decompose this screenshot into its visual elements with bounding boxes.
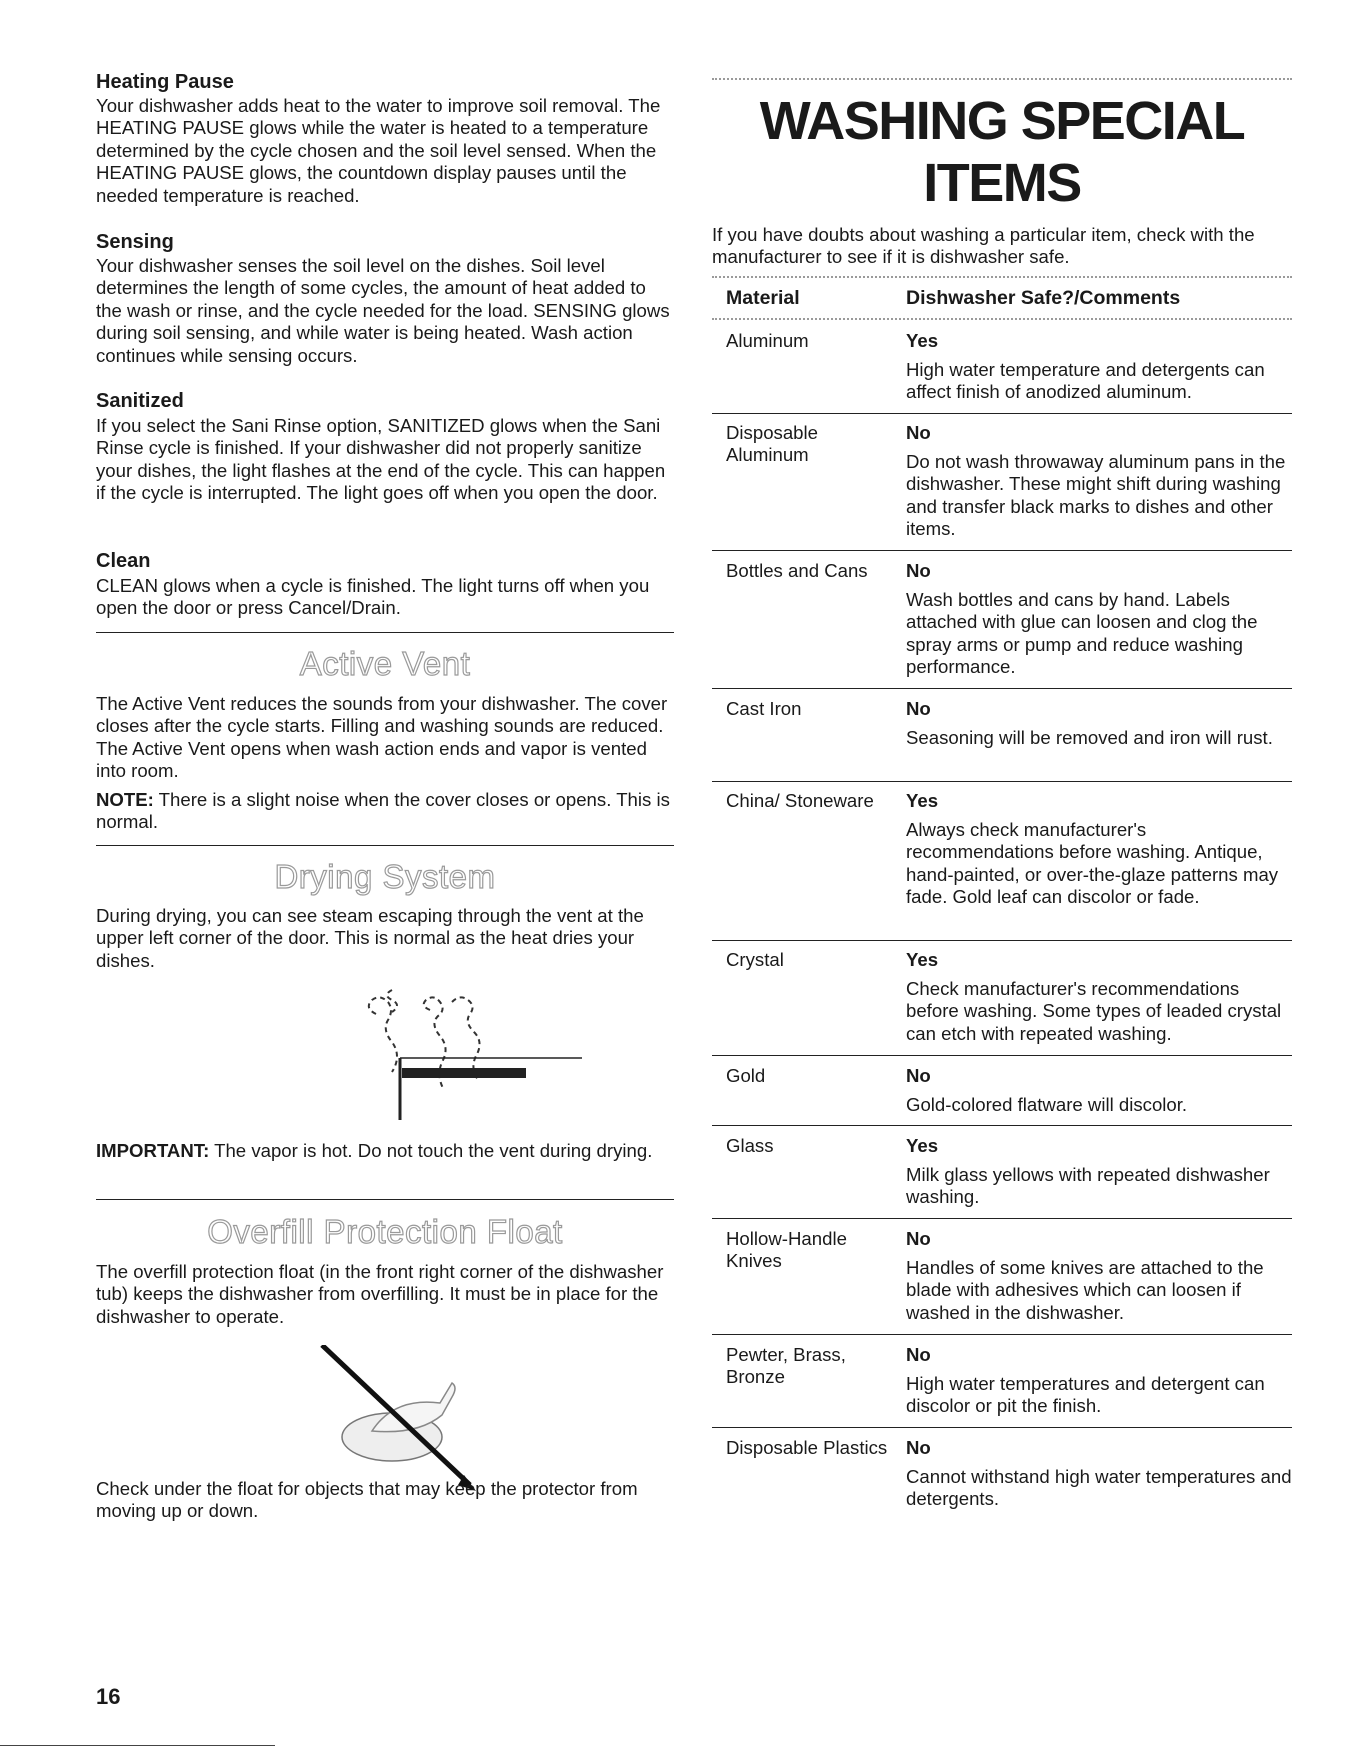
- overfill-float-body: The overfill protection float (in the front right corner of the dishwasher tub) keeps the dishwasher from overfilling. It must be in place for the dishwasher to operate.: [96, 1261, 664, 1327]
- important-label: IMPORTANT:: [96, 1140, 210, 1161]
- float-illustration: [310, 1345, 510, 1495]
- row-divider: [712, 1055, 1292, 1056]
- comment-cell: Seasoning will be removed and iron will rust.: [906, 727, 1273, 748]
- safe-cell: No: [906, 560, 931, 581]
- material-cell: Aluminum: [726, 330, 809, 351]
- section-divider: [96, 632, 674, 633]
- row-divider: [712, 1125, 1292, 1126]
- comment-cell: High water temperatures and detergent can discolor or pit the finish.: [906, 1373, 1265, 1417]
- comment-cell: Milk glass yellows with repeated dishwasher washing.: [906, 1164, 1270, 1208]
- safe-cell: No: [906, 1228, 931, 1249]
- comment-cell: Gold-colored flatware will discolor.: [906, 1094, 1188, 1115]
- comment-cell: Wash bottles and cans by hand. Labels attached with glue can loosen and clog the spray arms or pump and reduce washing performance.: [906, 589, 1258, 678]
- sensing-heading: Sensing: [96, 231, 174, 253]
- clean-body: CLEAN glows when a cycle is finished. The light turns off when you open the door or press Cancel/Drain.: [96, 575, 650, 619]
- drying-system-body: During drying, you can see steam escaping through the vent at the upper left corner of the door. This is normal as the heat dries your dishes.: [96, 905, 644, 971]
- note-label: NOTE:: [96, 789, 154, 810]
- material-cell: Hollow-Handle Knives: [726, 1228, 847, 1272]
- row-divider: [712, 1218, 1292, 1219]
- comment-cell: Check manufacturer's recommendations before washing. Some types of leaded crystal can etch with repeated washing.: [906, 978, 1282, 1044]
- sanitized-body: If you select the Sani Rinse option, SANITIZED glows when the Sani Rinse cycle is finished. If your dishwasher did not properly sanitize your dishes, the light flashes at the end of the cycle. This can happen if the cycle is interrupted. The light goes off when you open the door.: [96, 415, 666, 504]
- drying-important: [96, 1140, 674, 1162]
- table-header-material: Material: [726, 287, 800, 309]
- important-text: The vapor is hot. Do not touch the vent during drying.: [209, 1140, 653, 1161]
- row-divider: [712, 781, 1292, 782]
- safe-cell: No: [906, 1437, 931, 1458]
- intro-text: If you have doubts about washing a particular item, check with the manufacturer to see if it is dishwasher safe.: [712, 224, 1255, 268]
- sensing-body: Your dishwasher senses the soil level on the dishes. Soil level determines the length of some cycles, the amount of heat added to the wash or rinse, and the cycle needed for the load. SENSING glows during soil sensing, and while water is being heated. Wash action continues while sensing occurs.: [96, 255, 670, 366]
- comment-cell: Cannot withstand high water temperatures and detergents.: [906, 1466, 1292, 1510]
- material-cell: Disposable Plastics: [726, 1437, 888, 1458]
- safe-cell: Yes: [906, 790, 939, 811]
- row-divider: [712, 1334, 1292, 1335]
- safe-cell: No: [906, 698, 931, 719]
- section-divider: [96, 845, 674, 846]
- row-divider: [712, 550, 1292, 551]
- material-cell: Bottles and Cans: [726, 560, 868, 581]
- table-top-dotted-rule: [712, 276, 1292, 278]
- material-cell: Glass: [726, 1135, 774, 1156]
- safe-cell: Yes: [906, 1135, 939, 1156]
- heating-pause-body: Your dishwasher adds heat to the water to improve soil removal. The HEATING PAUSE glows while the water is heated to a temperature determined by the cycle chosen and the soil level sensed. When the HEATING PAUSE glows, the countdown display pauses until the needed temperature is reached.: [96, 95, 661, 206]
- safe-cell: No: [906, 1344, 931, 1365]
- comment-cell: Do not wash throwaway aluminum pans in the dishwasher. These might shift during washing and transfer black marks to dishes and other items.: [906, 451, 1286, 540]
- material-cell: Disposable Aluminum: [726, 422, 818, 466]
- heating-pause-heading: Heating Pause: [96, 71, 234, 93]
- row-divider: [712, 1427, 1292, 1428]
- page-title: [712, 90, 1292, 214]
- title-line-2: ITEMS: [923, 153, 1081, 213]
- material-cell: Pewter, Brass, Bronze: [726, 1344, 846, 1388]
- title-dotted-rule: [712, 78, 1292, 80]
- clean-heading: Clean: [96, 550, 151, 572]
- material-cell: China/ Stoneware: [726, 790, 874, 811]
- vent-steam-illustration: [292, 980, 592, 1130]
- safe-cell: Yes: [906, 949, 939, 970]
- note-text: There is a slight noise when the cover closes or opens. This is normal.: [96, 789, 670, 833]
- row-divider: [712, 940, 1292, 941]
- drying-system-heading: Drying System: [274, 858, 496, 895]
- table-header-dotted-rule: [712, 318, 1292, 320]
- safe-cell: No: [906, 422, 931, 443]
- material-cell: Gold: [726, 1065, 766, 1086]
- overfill-float-heading: Overfill Protection Float: [207, 1213, 563, 1250]
- footer-rule: [0, 1745, 275, 1746]
- active-vent-note: [96, 789, 674, 834]
- safe-cell: Yes: [906, 330, 939, 351]
- row-divider: [712, 688, 1292, 689]
- material-cell: Cast Iron: [726, 698, 802, 719]
- title-line-1: WASHING SPECIAL: [759, 91, 1245, 151]
- section-divider: [96, 1199, 674, 1200]
- comment-cell: Always check manufacturer's recommendations before washing. Antique, hand-painted, or over-the-glaze patterns may fade. Gold leaf can discolor or fade.: [906, 819, 1279, 908]
- comment-cell: High water temperature and detergents can affect finish of anodized aluminum.: [906, 359, 1265, 403]
- safe-cell: No: [906, 1065, 931, 1086]
- overfill-float-check: Check under the float for objects that may keep the protector from moving up or down.: [96, 1478, 638, 1522]
- table-header-safe: Dishwasher Safe?/Comments: [906, 287, 1181, 309]
- active-vent-body: The Active Vent reduces the sounds from your dishwasher. The cover closes after the cycle starts. Filling and washing sounds are reduced. The Active Vent opens when wash action ends and vapor is vented into room.: [96, 693, 668, 782]
- material-cell: Crystal: [726, 949, 784, 970]
- sanitized-heading: Sanitized: [96, 390, 184, 412]
- page-number: 16: [96, 1684, 121, 1709]
- row-divider: [712, 413, 1292, 414]
- comment-cell: Handles of some knives are attached to the blade with adhesives which can loosen if washed in the dishwasher.: [906, 1257, 1264, 1323]
- active-vent-heading: Active Vent: [299, 645, 471, 682]
